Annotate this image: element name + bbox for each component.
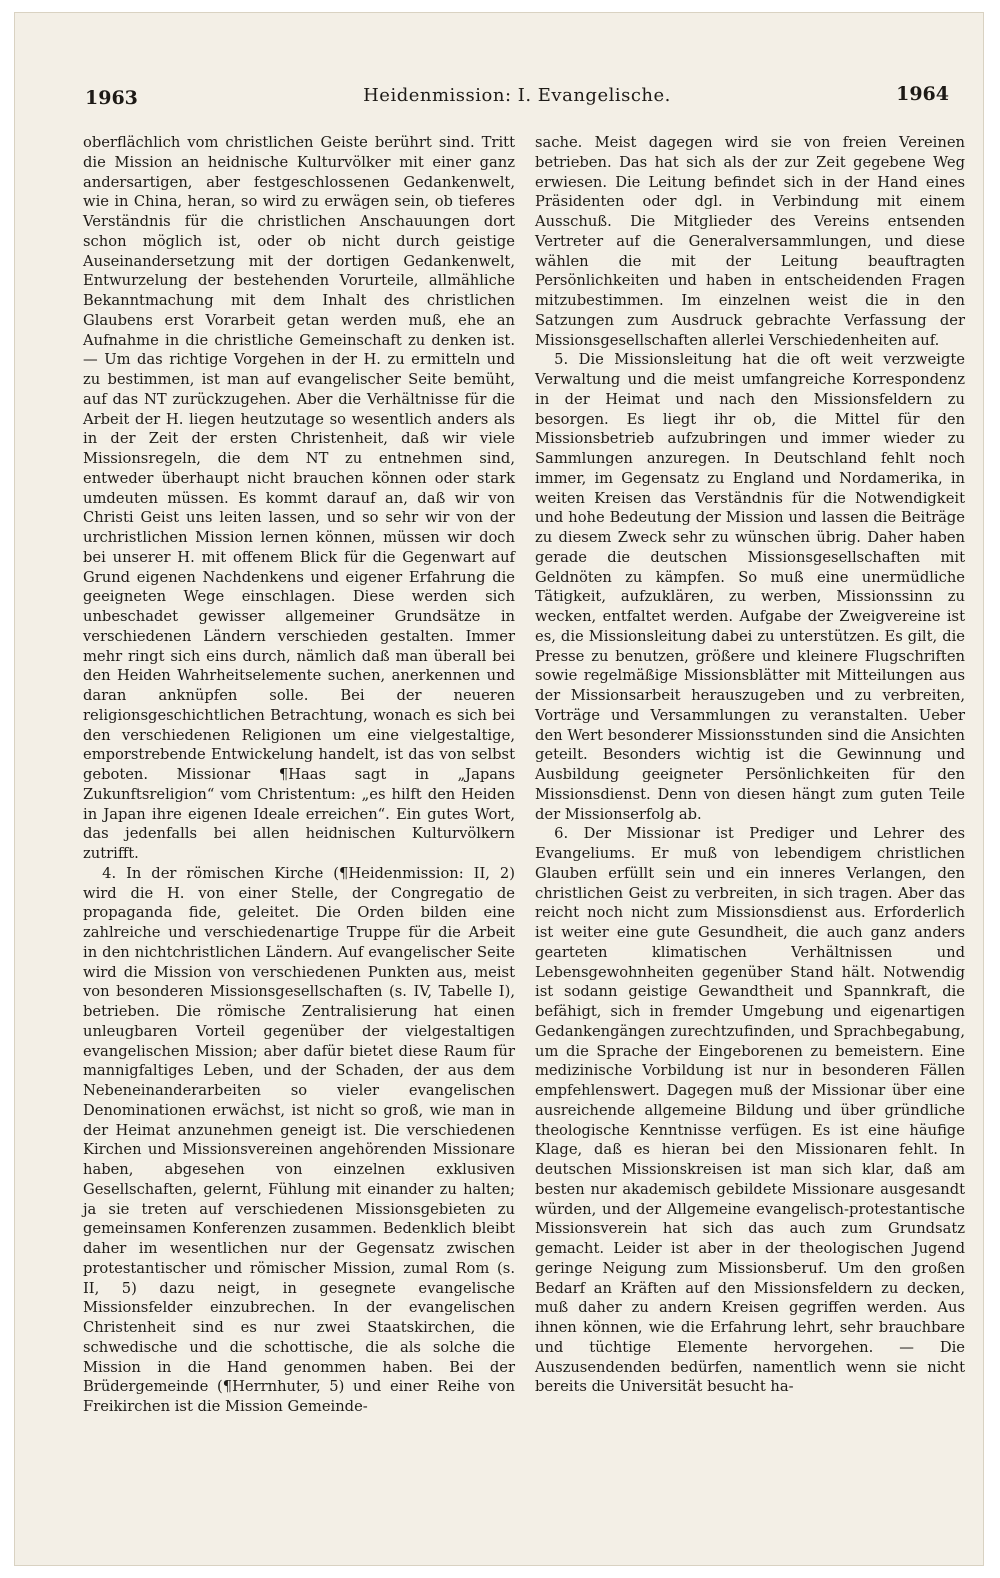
right-column [535, 133, 965, 1545]
paragraph: 6. Der Missionar ist Prediger und Lehrer des Evangeliums. Er muß von lebendigem christlichen Glauben erfüllt sein und ein inneres Verlangen, den christlichen Geist zu verbreiten, in sich tragen. Aber das reicht noch nicht zum Missionsdienst aus. Erforderlich ist weiter eine gute Gesundheit, die auch ganz anders gearteten klimatischen Verhältnissen und Lebensgewohnheiten gegenüber Stand hält. Notwendig ist sodann geistige Gewandtheit und Spannkraft, die befähigt, sich in fremder Umgebung und eigenartigen Gedankengängen zurechtzufinden, und Sprachbegabung, um die Sprache der Eingeborenen zu bemeistern. Eine medizinische Vorbildung ist nur in besonderen Fällen empfehlenswert. Dagegen muß der Missionar über eine ausreichende allgemeine Bildung und über gründliche theologische Kenntnisse verfügen. Es ist eine häufige Klage, daß es hieran bei den Missionaren fehlt. In deutschen Missionskreisen ist man sich klar, daß am besten nur akademisch gebildete Missionare ausgesandt würden, und der Allgemeine evangelisch-protestantische Missionsverein hat sich das auch zum Grundsatz gemacht. Leider ist aber in der theologischen Jugend geringe Neigung zum Missionsberuf. Um den großen Bedarf an Kräften auf den Missionsfeldern zu decken, muß daher zu andern Kreisen gegriffen werden. Aus ihnen können, wie die Erfahrung lehrt, sehr brauchbare und tüchtige Elemente hervorgehen. — Die Auszusendenden bedürfen, namentlich wenn sie nicht bereits die Universität besucht ha- [535, 825, 965, 1396]
left-column [83, 133, 515, 1545]
page-number-right: 1964 [896, 83, 949, 105]
running-title: Heidenmission: I. Evangelische. [363, 85, 671, 106]
paragraph: 4. In der römischen Kirche (¶Heidenmission: II, 2) wird die H. von einer Stelle, der Congregatio de propaganda fide, geleitet. Die Orden bilden eine zahlreiche und verschiedenartige Truppe für die Arbeit in den nichtchristlichen Ländern. Auf evangelischer Seite wird die Mission von verschiedenen Punkten aus, meist von besonderen Missionsgesellschaften (s. IV, Tabelle I), betrieben. Die römische Zentralisierung hat einen unleugbaren Vorteil gegenüber der vielgestaltigen evangelischen Mission; aber dafür bietet diese Raum für mannigfaltiges Leben, und der Schaden, der aus dem Nebeneinanderarbeiten so vieler evangelischen Denominationen erwächst, ist nicht so groß, wie man in der Heimat anzunehmen geneigt ist. Die verschiedenen Kirchen und Missionsvereinen angehörenden Missionare haben, abgesehen von einzelnen exklusiven Gesellschaften, gelernt, Fühlung mit einander zu halten; ja sie treten auf verschiedenen Missionsgebieten zu gemeinsamen Konferenzen zusammen. Bedenklich bleibt daher im wesentlichen nur der Gegensatz zwischen protestantischer und römischer Mission, zumal Rom (s. II, 5) dazu neigt, in gesegnete evangelische Missionsfelder einzubrechen. In der evangelischen Christenheit sind es nur zwei Staatskirchen, die schwedische und die schottische, die als solche die Mission in die Hand genommen haben. Bei der Brüdergemeinde (¶Herrnhuter, 5) und einer Reihe von Freikirchen ist die Mission Gemeinde- [83, 864, 515, 1415]
paragraph: sache. Meist dagegen wird sie von freien Vereinen betrieben. Das hat sich als der zur Zeit gegebene Weg erwiesen. Die Leitung befindet sich in der Hand eines Präsidenten oder dgl. in Verbindung mit einem Ausschuß. Die Mitglieder des Vereins entsenden Vertreter auf die Generalversammlungen, und diese wählen die mit der Leitung beauftragten Persönlichkeiten und haben in entscheidenden Fragen mitzubestimmen. Im einzelnen weist die in den Satzungen zum Ausdruck gebrachte Verfassung der Missionsgesellschaften allerlei Verschiedenheiten auf. [535, 134, 965, 349]
page-header [85, 81, 949, 117]
page-number-left: 1963 [85, 87, 138, 109]
paragraph: oberflächlich vom christlichen Geiste berührt sind. Tritt die Mission an heidnische Kulturvölker mit einer ganz andersartigen, aber festgeschlossenen Gedankenwelt, wie in China, heran, so wird zu erwägen sein, ob tieferes Verständnis für die christlichen Anschauungen dort schon möglich ist, oder ob nicht durch geistige Auseinandersetzung mit der dortigen Gedankenwelt, Entwurzelung der bestehenden Vorurteile, allmähliche Bekanntmachung mit dem Inhalt des christlichen Glaubens erst Vorarbeit getan werden muß, ehe an Aufnahme in die christliche Gemeinschaft zu denken ist. — Um das richtige Vorgehen in der H. zu ermitteln und zu bestimmen, ist man auf evangelischer Seite bemüht, auf das NT zurückzugehen. Aber die Verhältnisse für die Arbeit der H. liegen heutzutage so wesentlich anders als in der Zeit der ersten Christenheit, daß wir viele Missionsregeln, die dem NT zu entnehmen sind, entweder überhaupt nicht brauchen können oder stark umdeuten müssen. Es kommt darauf an, daß wir von Christi Geist uns leiten lassen, und so sehr wir von der urchristlichen Mission lernen können, müssen wir doch bei unserer H. mit offenem Blick für die Gegenwart auf Grund eigenen Nachdenkens und eigener Erfahrung die geeigneten Wege einschlagen. Diese werden sich unbeschadet gewisser allgemeiner Grundsätze in verschiedenen Ländern verschieden gestalten. Immer mehr ringt sich eins durch, nämlich daß man überall bei den Heiden Wahrheitselemente suchen, anerkennen und daran anknüpfen solle. Bei der neueren religionsgeschichtlichen Betrachtung, wonach es sich bei den verschiedenen Religionen um eine vielgestaltige, emporstrebende Entwickelung handelt, ist das von selbst geboten. Missionar ¶Haas sagt in „Japans Zukunftsreligion“ vom Christentum: „es hilft den Heiden in Japan ihre eigenen Ideale erreichen“. Ein gutes Wort, das jedenfalls bei allen heidnischen Kulturvölkern zutrifft. [83, 134, 515, 862]
scanned-page [14, 12, 984, 1566]
paragraph: 5. Die Missionsleitung hat die oft weit verzweigte Verwaltung und die meist umfangreiche Korrespondenz in der Heimat und nach den Missionsfeldern zu besorgen. Es liegt ihr ob, die Mittel für den Missionsbetrieb aufzubringen und immer wieder zu Sammlungen anzuregen. In Deutschland fehlt noch immer, im Gegensatz zu England und Nordamerika, in weiten Kreisen das Verständnis für die Notwendigkeit und hohe Bedeutung der Mission und lassen die Beiträge zu diesem Zweck sehr zu wünschen übrig. Daher haben gerade die deutschen Missionsgesellschaften mit Geldnöten zu kämpfen. So muß eine unermüdliche Tätigkeit, aufzuklären, zu werben, Missionssinn zu wecken, entfaltet werden. Aufgabe der Zweigvereine ist es, die Missionsleitung dabei zu unterstützen. Es gilt, die Presse zu benutzen, größere und kleinere Flugschriften sowie regelmäßige Missionsblätter mit Mitteilungen aus der Missionsarbeit herauszugeben und zu verbreiten, Vorträge und Versammlungen zu veranstalten. Ueber den Wert besonderer Missionsstunden sind die Ansichten geteilt. Besonders wichtig ist die Gewinnung und Ausbildung geeigneter Persönlichkeiten für den Missionsdienst. Denn von diesen hängt zum guten Teile der Missionserfolg ab. [535, 351, 965, 823]
